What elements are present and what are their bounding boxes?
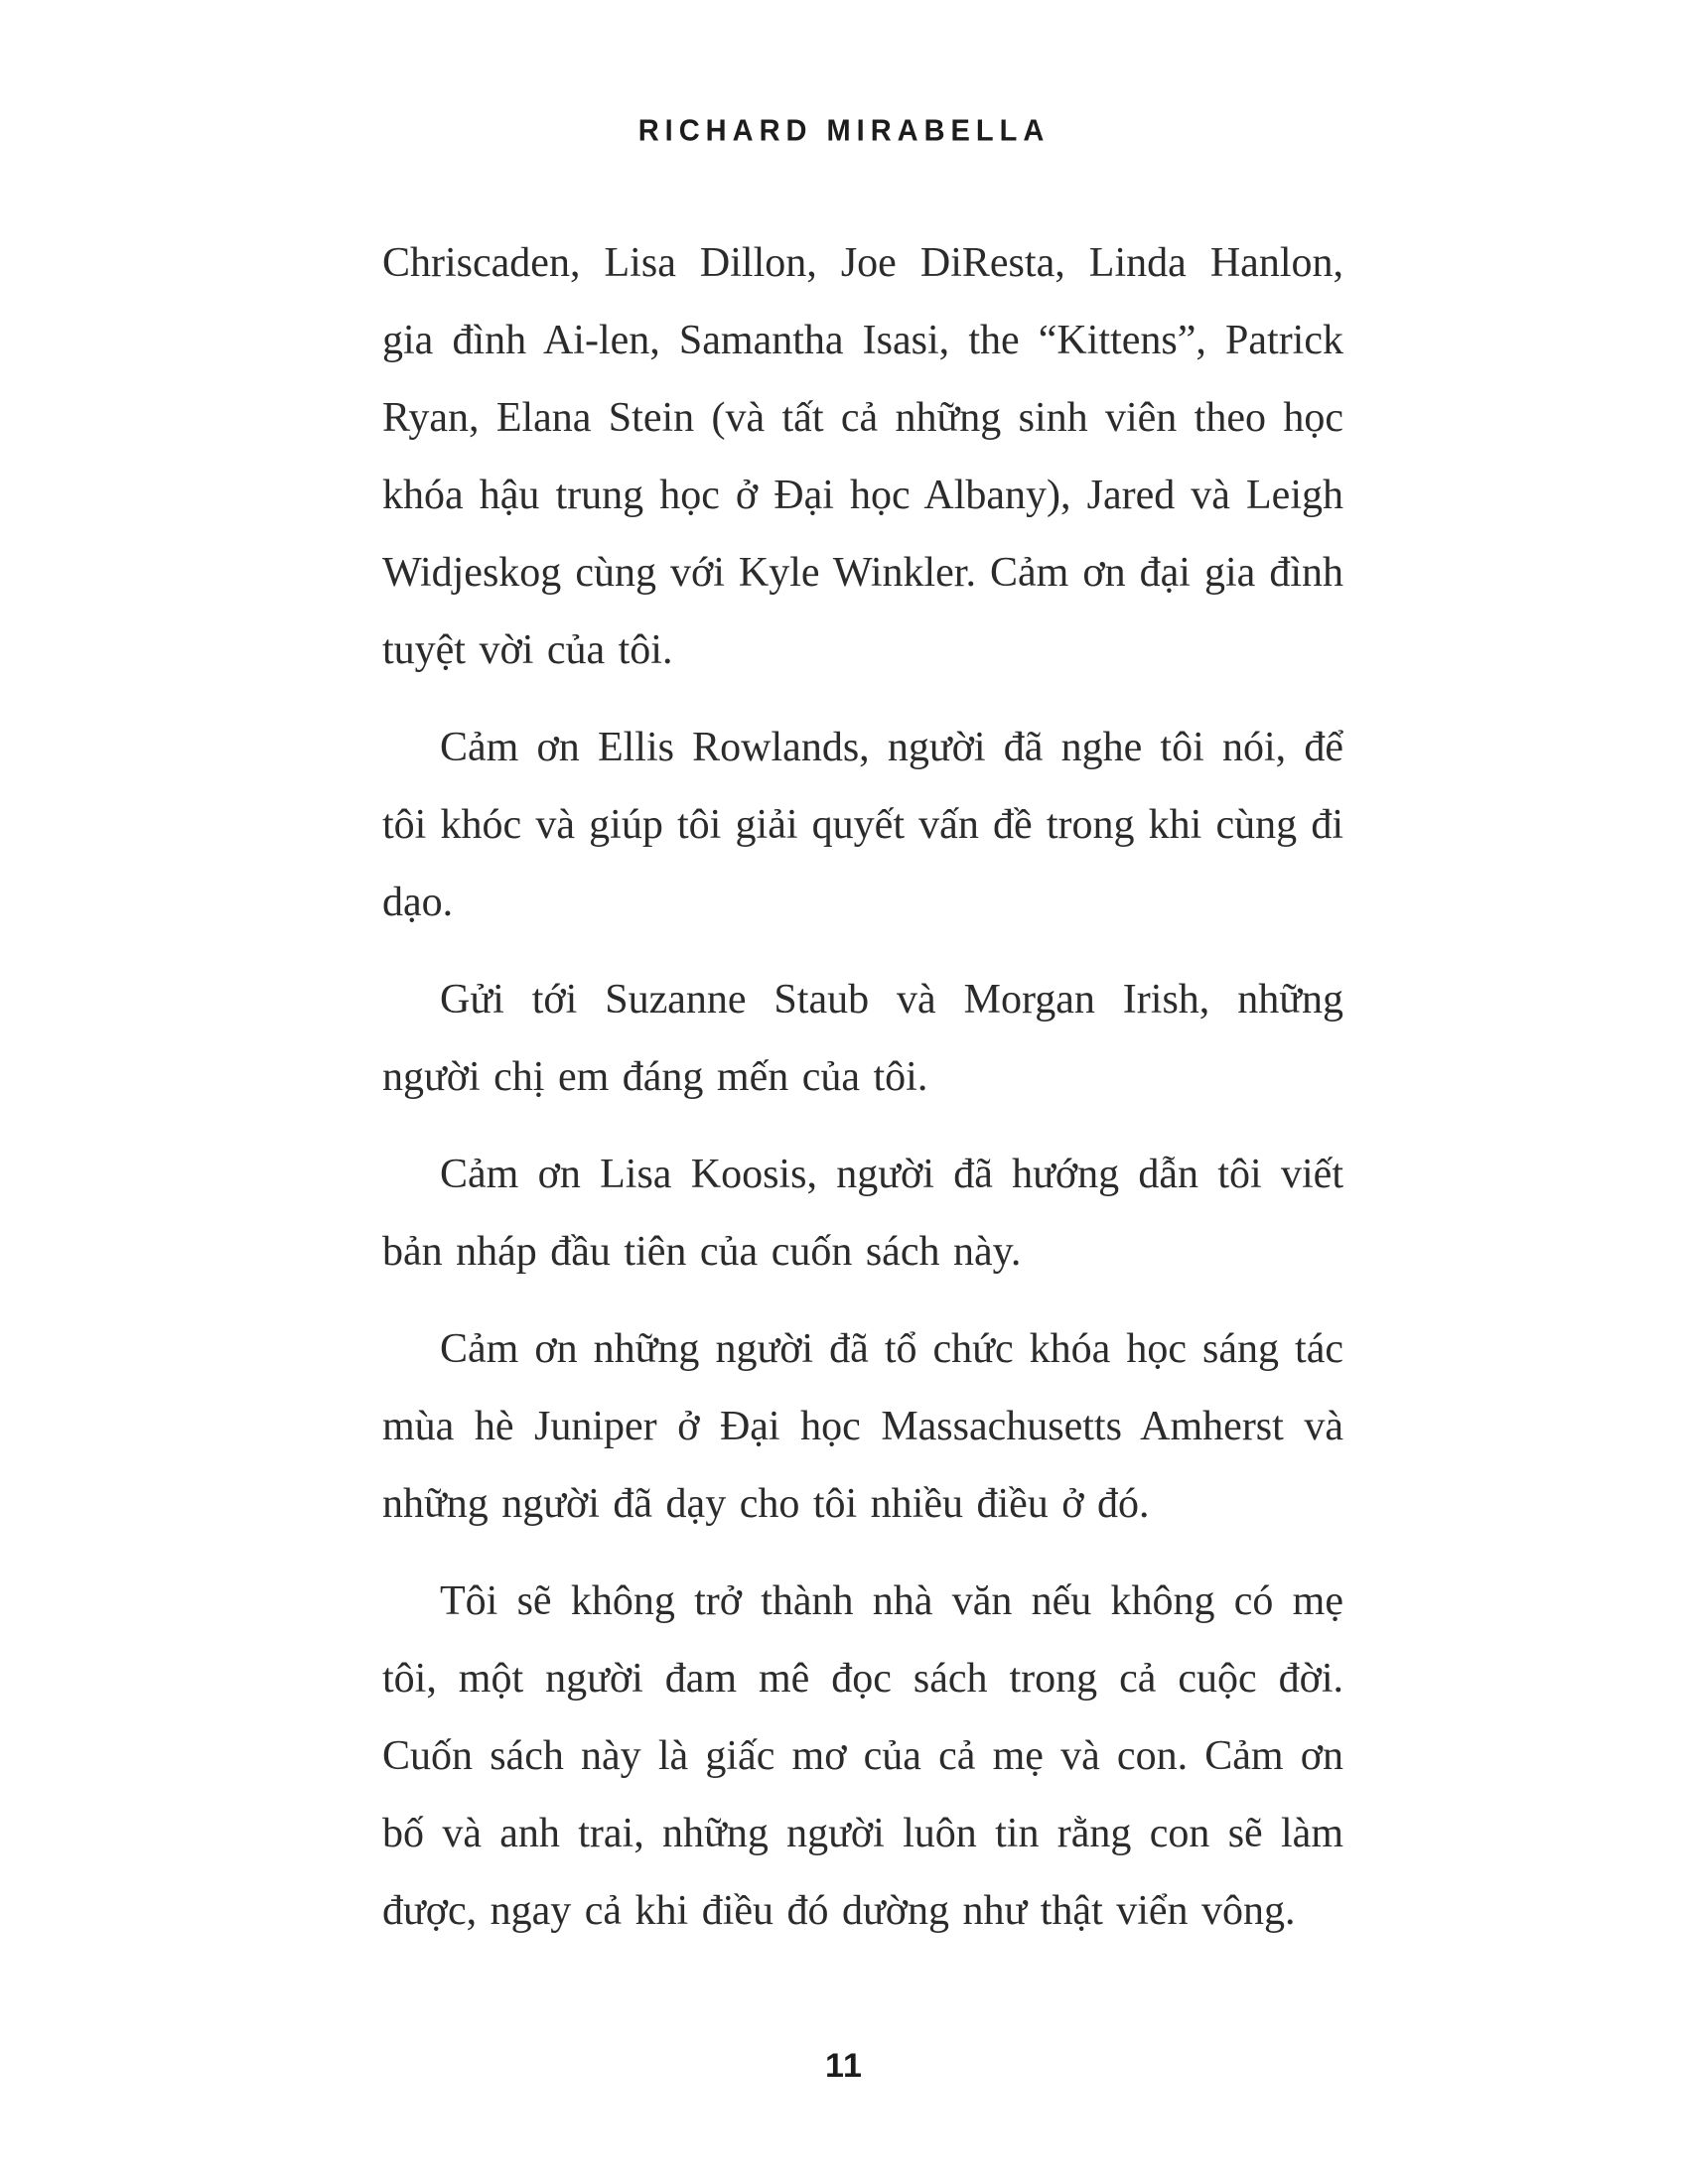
acknowledgments-text bbox=[382, 224, 1343, 1970]
paragraph: Cảm ơn Lisa Koosis, người đã hướng dẫn tôi viết bản nháp đầu tiên của cuốn sách này. bbox=[382, 1152, 1343, 1275]
paragraph: Chriscaden, Lisa Dillon, Joe DiResta, Linda Hanlon, gia đình Ai-len, Samantha Isasi, the “Kittens”, Patrick Ryan, Elana Stein (và tất cả những sinh viên theo học khóa hậu trung học ở Đại học Albany), Jared và Leigh Widjeskog cùng với Kyle Winkler. Cảm ơn đại gia đình tuyệt vời của tôi. bbox=[382, 240, 1343, 673]
paragraph: Cảm ơn Ellis Rowlands, người đã nghe tôi nói, để tôi khóc và giúp tôi giải quyết vấn đề trong khi cùng đi dạo. bbox=[382, 725, 1343, 925]
paragraph: Gửi tới Suzanne Staub và Morgan Irish, những người chị em đáng mến của tôi. bbox=[382, 977, 1343, 1100]
paragraph: Cảm ơn những người đã tổ chức khóa học sáng tác mùa hè Juniper ở Đại học Massachusetts Amherst và những người đã dạy cho tôi nhiều điều ở đó. bbox=[382, 1326, 1343, 1527]
running-header-author: RICHARD MIRABELLA bbox=[637, 114, 1051, 148]
paragraph: Tôi sẽ không trở thành nhà văn nếu không có mẹ tôi, một người đam mê đọc sách trong cả cuộc đời. Cuốn sách này là giấc mơ của cả mẹ và con. Cảm ơn bố và anh trai, những người luôn tin rằng con sẽ làm được, ngay cả khi điều đó dường như thật viển vông. bbox=[382, 1578, 1343, 1934]
page-number: 11 bbox=[825, 2047, 863, 2085]
